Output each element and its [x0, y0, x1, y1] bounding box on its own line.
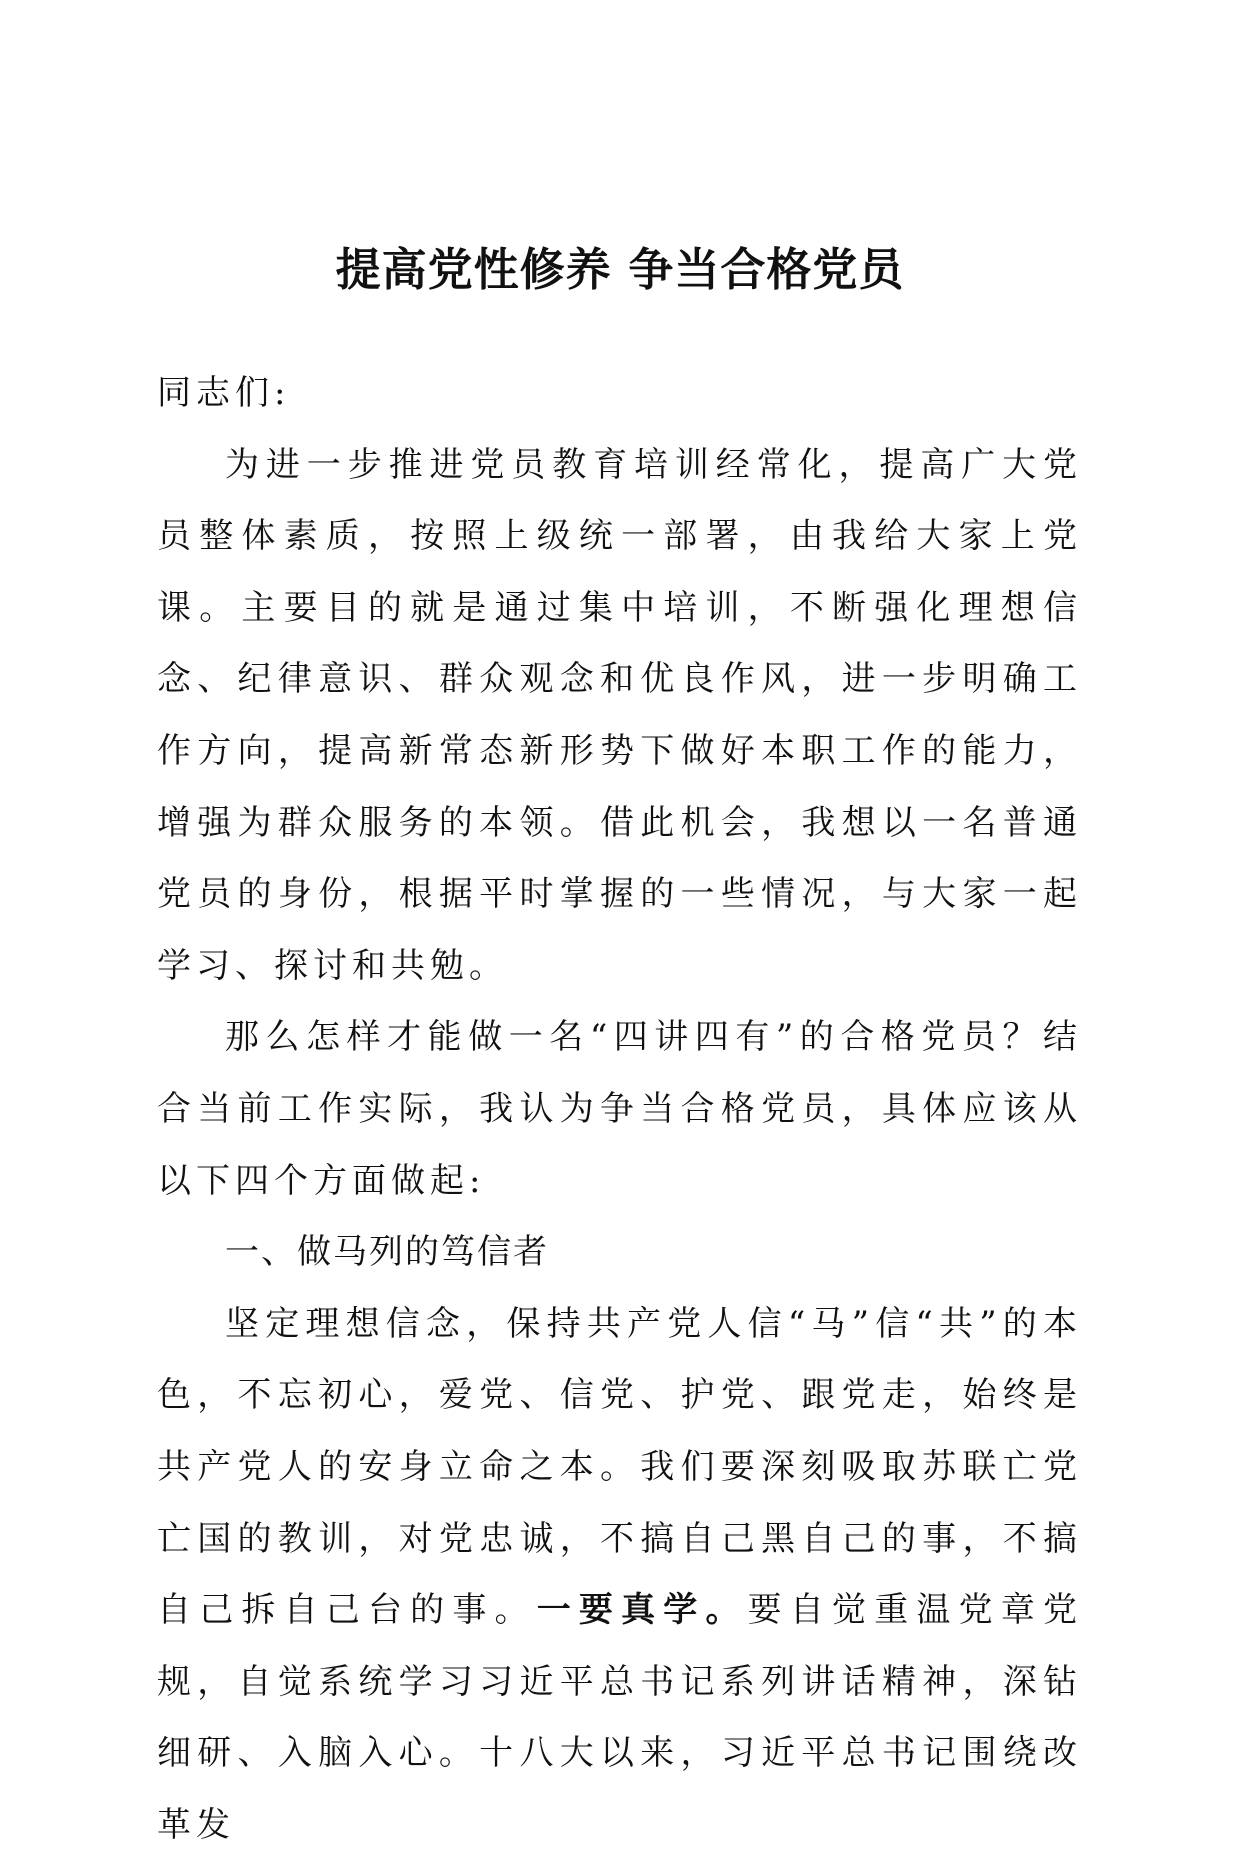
salutation: 同志们:	[157, 373, 291, 413]
paragraph-text: 坚定理想信念，保持共产党人信“马”信“共”的本色，不忘初心，爱党、信党、护党、跟党走，始终是共产党人的安身立命之本。我们要深刻吸取苏联亡党亡国的教训，对党忠诚，不搞自己黑自己的事，不搞自己拆自己台的事。	[157, 1303, 1082, 1631]
document-body	[157, 358, 1082, 1861]
document-title: 提高党性修养 争当合格党员	[335, 243, 905, 296]
paragraph-section-one	[157, 1289, 1082, 1861]
paragraph-question: 那么怎样才能做一名“四讲四有”的合格党员？结合当前工作实际，我认为争当合格党员，具体应该从以下四个方面做起:	[157, 1017, 1082, 1201]
paragraph-text: 要自觉重温党章党规，自觉系统学习习近平总书记系列讲话精神，深钻细研、入脑入心。十八大以来，习近平总书记围绕改革发	[157, 1590, 1083, 1845]
paragraph-intro: 为进一步推进党员教育培训经常化，提高广大党员整体素质，按照上级统一部署，由我给大家上党课。主要目的就是通过集中培训，不断强化理想信念、纪律意识、群众观念和优良作风，进一步明确工作方向，提高新常态新形势下做好本职工作的能力，增强为群众服务的本领。借此机会，我想以一名普通党员的身份，根据平时掌握的一些情况，与大家一起学习、探讨和共勉。	[157, 444, 1082, 986]
bold-key-phrase: 一要真学。	[536, 1590, 748, 1631]
section-heading: 一、做马列的笃信者	[225, 1232, 549, 1273]
